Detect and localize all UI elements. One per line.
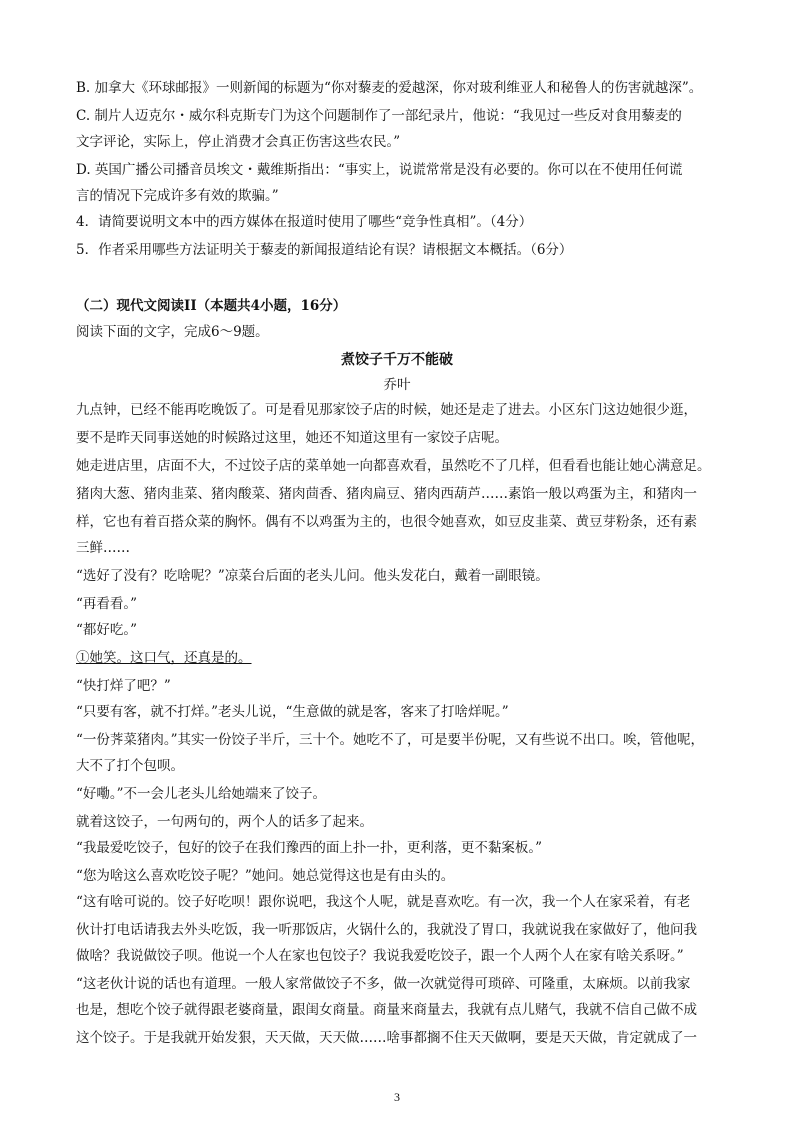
paragraph-line: 她走进店里，店面不大，不过饺子店的菜单她一向都喜欢看，虽然吃不了几样，但看看也能让她心满意足。: [76, 458, 711, 474]
option-d-cont: 言的情况下完成许多有效的欺骗。”: [76, 188, 279, 204]
paragraph-line: “快打烊了吧？”: [76, 678, 171, 694]
option-c-cont: 文字评论，实际上，停止消费才会真正伤害这些农民。”: [76, 134, 401, 150]
option-c: C. 制片人迈克尔・威尔科克斯专门为这个问题制作了一部纪录片，他说：“我见过一些反对食用藜麦的: [76, 108, 682, 124]
paragraph-line: “您为啥这么喜欢吃饺子呢？”她问。她总觉得这也是有由头的。: [76, 868, 455, 884]
underlined-sentence-1: ①她笑。这口气，还真是的。: [76, 650, 252, 666]
page-number: 3: [394, 1090, 400, 1104]
paragraph-line: “都好吃。”: [76, 622, 138, 638]
option-b: B. 加拿大《环球邮报》一则新闻的标题为“你对藜麦的爱越深，你对玻利维亚人和秘鲁人的伤害就越深”。: [76, 80, 703, 96]
option-d: D. 英国广播公司播音员埃文・戴维斯指出：“事实上，说谎常常是没有必要的。你可以在不使用任何谎: [76, 162, 683, 178]
paragraph-line: “这有啥可说的。饺子好吃呗！跟你说吧，我这个人呢，就是喜欢吃。有一次，我一个人在家采着，有老: [76, 894, 691, 910]
paragraph-line: “一份荠菜猪肉。”其实一份饺子半斤，三十个。她吃不了，可是要半份呢，又有些说不出口。唉，管他呢，: [76, 732, 705, 748]
paragraph-line: 三鲜……: [76, 540, 130, 556]
paragraph-line: “再看看。”: [76, 596, 138, 612]
question-4: 4．请简要说明文本中的西方媒体在报道时使用了哪些“竞争性真相”。（4分）: [76, 214, 533, 230]
article-author: 乔叶: [383, 377, 411, 393]
paragraph-line: 样，它也有着百搭众菜的胸怀。偶有不以鸡蛋为主的，也很令她喜欢，如豆皮韭菜、黄豆芽粉条，还有素: [76, 514, 697, 530]
paragraph-line: 做啥？我说做饺子呗。他说一个人在家也包饺子？我说我爱吃饺子，跟一个人两个人在家有啥关系呀。”: [76, 948, 684, 964]
paragraph-line: 猪肉大葱、猪肉韭菜、猪肉酸菜、猪肉茴香、猪肉扁豆、猪肉西葫芦……素馅一般以鸡蛋为主，和猪肉一: [76, 486, 697, 502]
section-heading: （二）现代文阅读II（本题共4小题，16分）: [76, 298, 347, 314]
paragraph-line: “选好了没有？吃啥呢？”凉菜台后面的老头儿问。他头发花白，戴着一副眼镜。: [76, 568, 549, 584]
article-title: 煮饺子千万不能破: [341, 352, 453, 368]
paragraph-line: “我最爱吃饺子，包好的饺子在我们豫西的面上扑一扑，更利落，更不黏案板。”: [76, 840, 543, 856]
paragraph-line: 就着这饺子，一句两句的，两个人的话多了起来。: [76, 814, 373, 830]
paragraph-line: “这老伙计说的话也有道理。一般人家常做饺子不多，做一次就觉得可琐碎、可隆重，太麻烦。以前我家: [76, 976, 691, 992]
paragraph-line: 大不了打个包呗。: [76, 758, 184, 774]
paragraph-line: “只要有客，就不打烊。”老头儿说，“生意做的就是客，客来了打啥烊呢。”: [76, 704, 509, 720]
paragraph-line: 这个饺子。于是我就开始发狠，天天做，天天做……啥事都搁不住天天做啊，要是天天做，肯定就成了一: [76, 1030, 697, 1046]
paragraph-line: 也是，想吃个饺子就得跟老婆商量，跟闺女商量。商量来商量去，我就有点儿赌气，我就不信自己做不成: [76, 1002, 697, 1018]
instructions: 阅读下面的文字，完成6～9题。: [76, 324, 269, 340]
paragraph-line: “好嘞。”不一会儿老头儿给她端来了饺子。: [76, 786, 327, 802]
paragraph-line: 九点钟，已经不能再吃晚饭了。可是看见那家饺子店的时候，她还是走了进去。小区东门这边她很少逛，: [76, 402, 697, 418]
paragraph-line: 要不是昨天同事送她的时候路过这里，她还不知道这里有一家饺子店呢。: [76, 430, 508, 446]
question-5: 5．作者采用哪些方法证明关于藜麦的新闻报道结论有误？请根据文本概括。（6分）: [76, 242, 573, 258]
paragraph-line: 伙计打电话请我去外头吃饭，我一听那饭店，火锅什么的，我就没了胃口，我就说我在家做好了，他问我: [76, 922, 697, 938]
